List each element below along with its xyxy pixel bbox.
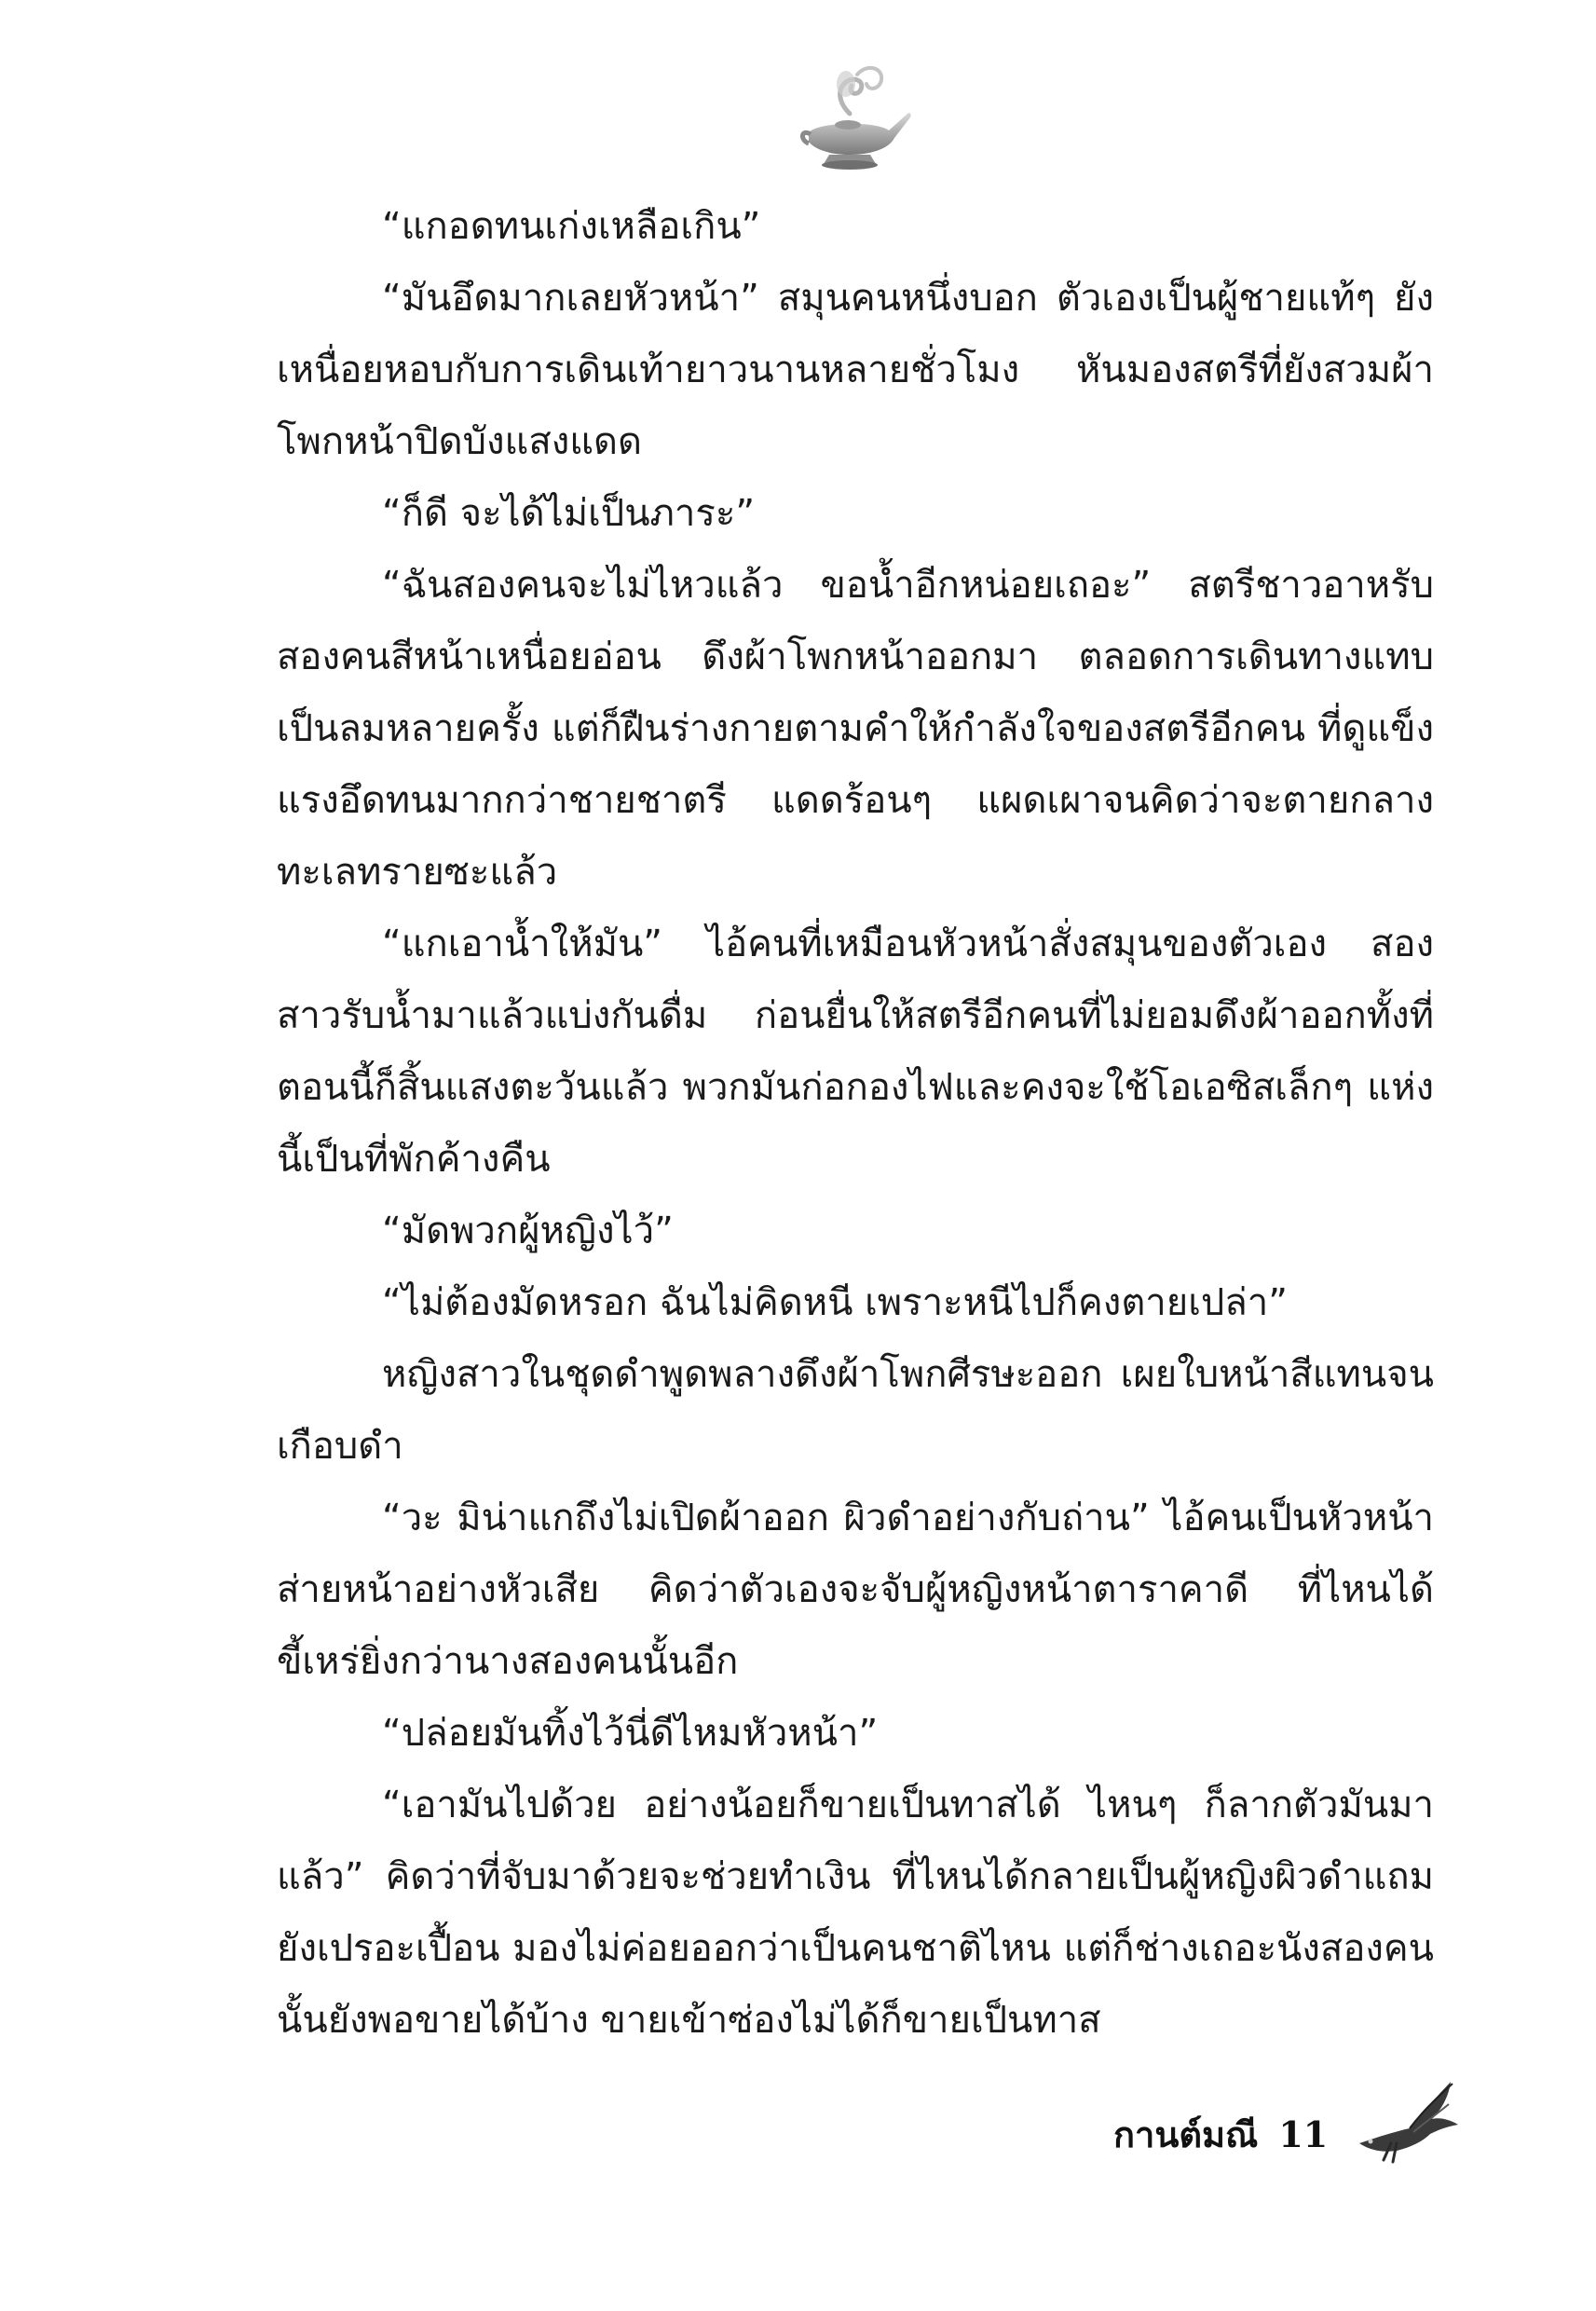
paragraph: “แกอดทนเก่งเหลือเกิน” <box>382 205 761 248</box>
paragraph: “ไม่ต้องมัดหรอก ฉันไม่คิดหนี เพราะหนีไปก็คงตายเปล่า” <box>382 1281 1288 1324</box>
paragraph: “ก็ดี จะได้ไม่เป็นภาระ” <box>382 492 756 535</box>
paragraph: หญิงสาวในชุดดำพูดพลางดึงผ้าโพกศีรษะออก เผยใบหน้าสีแทนจนเกือบดำ <box>277 1353 1434 1468</box>
genie-lamp-icon <box>792 56 913 177</box>
page-number: 11 <box>1278 2113 1329 2155</box>
paragraph: “ปล่อยมันทิ้งไว้นี่ดีไหมหัวหน้า” <box>382 1712 879 1755</box>
eagle-icon <box>1356 2076 1463 2165</box>
paragraph: “มัดพวกผู้หญิงไว้” <box>382 1210 674 1252</box>
page-footer <box>1113 2101 1328 2167</box>
paragraph: “มันอึดมากเลยหัวหน้า” สมุนคนหนึ่งบอก ตัวเองเป็นผู้ชายแท้ๆ ยังเหนื่อยหอบกับการเดินเท้ายาวนานหลายชั่วโมง หันมองสตรีที่ยังสวมผ้าโพกหน้าปิดบังแสงแดด <box>277 277 1434 463</box>
paragraph: “แกเอาน้ำให้มัน” ไอ้คนที่เหมือนหัวหน้าสั่งสมุนของตัวเอง สองสาวรับน้ำมาแล้วแบ่งกันดื่ม ก่อนยื่นให้สตรีอีกคนที่ไม่ยอมดึงผ้าออกทั้งที่ตอนนี้ก็สิ้นแสงตะวันแล้ว พวกมันก่อกองไฟและคงจะใช้โอเอซิสเล็กๆ แห่งนี้เป็นที่พักค้างคืน <box>277 923 1434 1181</box>
paragraph: “ฉันสองคนจะไม่ไหวแล้ว ขอน้ำอีกหน่อยเถอะ” สตรีชาวอาหรับสองคนสีหน้าเหนื่อยอ่อน ดึงผ้าโพกหน้าออกมา ตลอดการเดินทางแทบเป็นลมหลายครั้ง แต่ก็ฝืนร่างกายตามคำให้กำลังใจของสตรีอีกคน ที่ดูแข็งแรงอึดทนมากกว่าชายชาตรี แดดร้อนๆ แผดเผาจนคิดว่าจะตายกลางทะเลทรายซะแล้ว <box>277 564 1434 894</box>
body-text <box>277 191 1434 2057</box>
paragraph: “เอามันไปด้วย อย่างน้อยก็ขายเป็นทาสได้ ไหนๆ ก็ลากตัวมันมาแล้ว” คิดว่าที่จับมาด้วยจะช่วยทำเงิน ที่ไหนได้กลายเป็นผู้หญิงผิวดำแถมยังเปรอะเปื้อน มองไม่ค่อยออกว่าเป็นคนชาติไหน แต่ก็ช่างเถอะนังสองคนนั้นยังพอขายได้บ้าง ขายเข้าซ่องไม่ได้ก็ขายเป็นทาส <box>277 1784 1434 2042</box>
paragraph: “วะ มิน่าแกถึงไม่เปิดผ้าออก ผิวดำอย่างกับถ่าน” ไอ้คนเป็นหัวหน้าส่ายหน้าอย่างหัวเสีย คิดว่าตัวเองจะจับผู้หญิงหน้าตาราคาดี ที่ไหนได้ขี้เหร่ยิ่งกว่านางสองคนนั้นอีก <box>277 1497 1434 1683</box>
book-title: กานต์มณี <box>1113 2113 1259 2155</box>
